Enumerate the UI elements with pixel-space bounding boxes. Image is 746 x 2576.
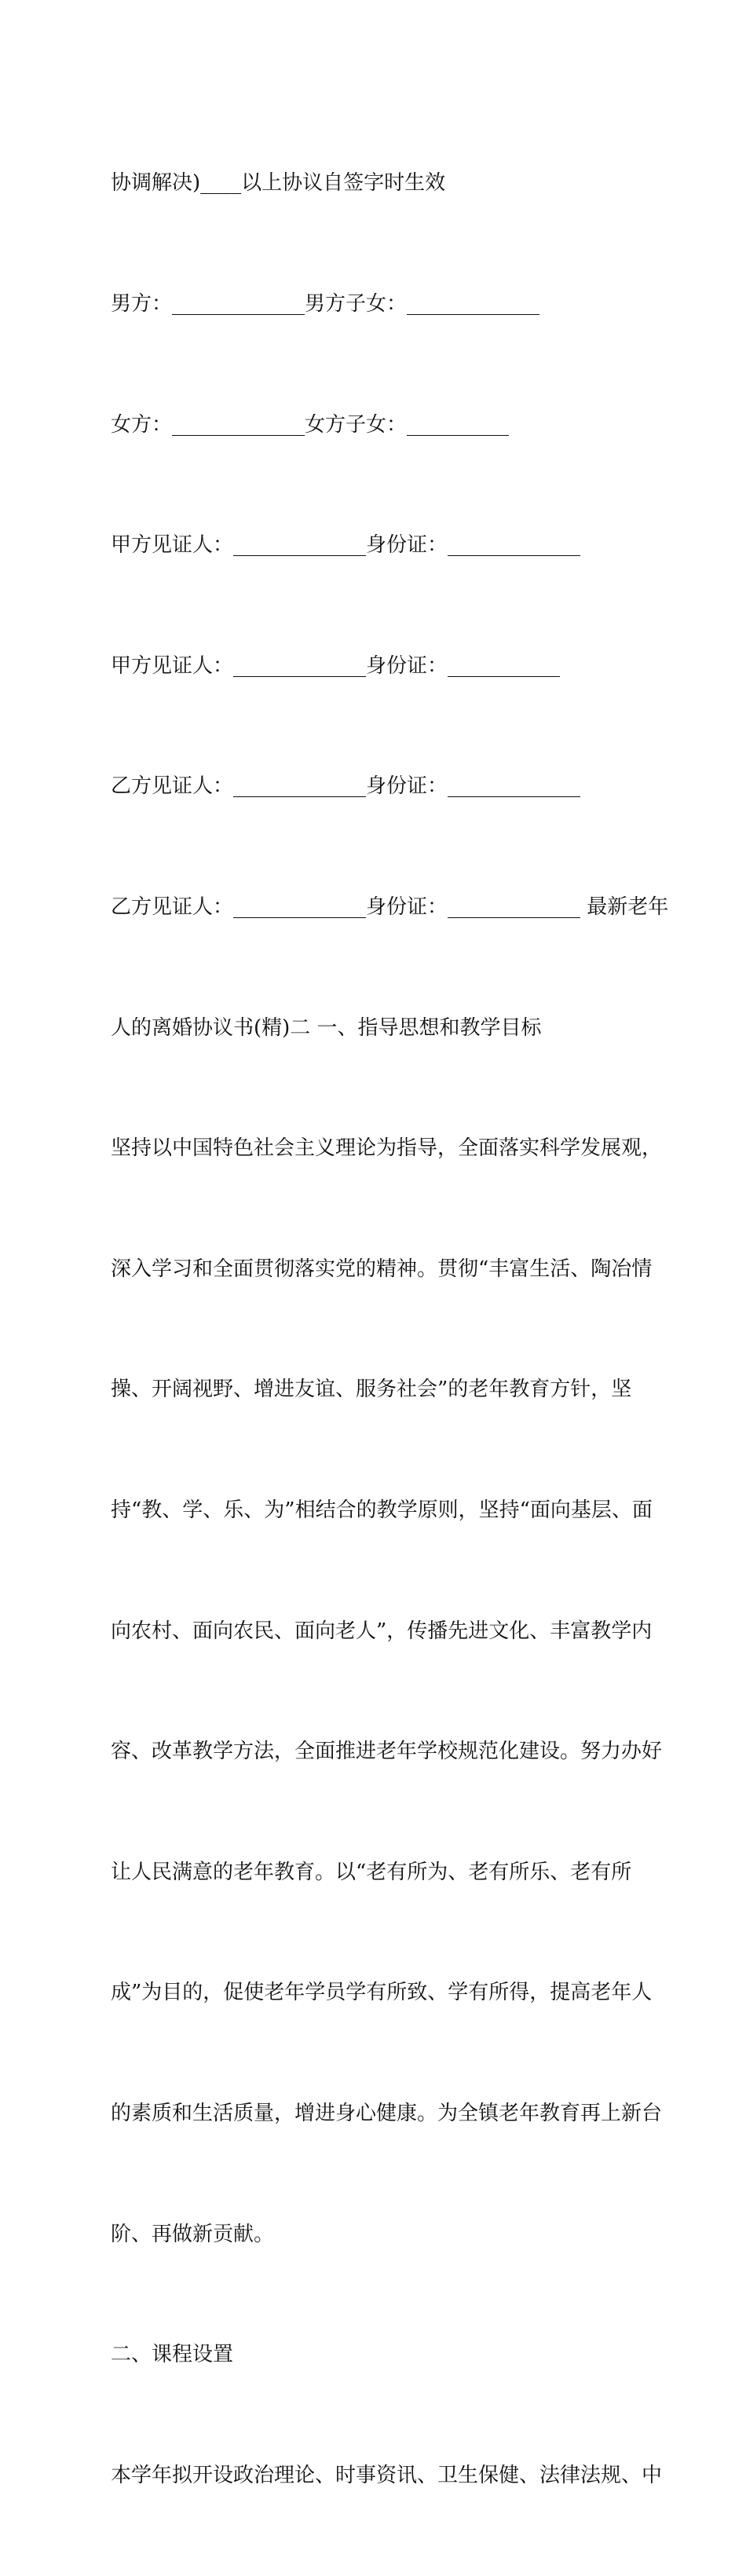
text-line-paragraph: 持“教、学、乐、为”相结合的教学原则，坚持“面向基层、面	[111, 1498, 653, 1522]
text-line-paragraph: 本学年拟开设政治理论、时事资讯、卫生保健、法律法规、中	[111, 2463, 663, 2487]
text-line-paragraph: 深入学习和全面贯彻落实党的精神。贯彻“丰富生活、陶冶情	[111, 1257, 653, 1281]
text-line-wife-signature: 女方：_____________女方子女：__________	[111, 412, 510, 437]
document-body	[111, 83, 669, 2576]
text-line-party-a-witness-2: 甲方见证人：_____________身份证：___________	[111, 653, 561, 678]
text-line-agreement-effective: 协调解决)____以上协议自签字时生效	[111, 171, 446, 196]
text-line-paragraph: 成”为目的，促使老年学员学有所致、学有所得，提高老年人	[111, 1981, 653, 2005]
text-line-section-heading-1: 人的离婚协议书(精)二 一、指导思想和教学目标	[111, 1015, 542, 1040]
text-line-section-heading-2: 二、课程设置	[111, 2343, 234, 2367]
text-line-paragraph: 向农村、面向农民、面向老人”，传播先进文化、丰富教学内	[111, 1619, 653, 1643]
text-line-party-b-witness-1: 乙方见证人：_____________身份证：_____________	[111, 774, 581, 799]
text-line-paragraph: 让人民满意的老年教育。以“老有所为、老有所乐、老有所	[111, 1860, 632, 1884]
text-line-party-a-witness-1: 甲方见证人：_____________身份证：_____________	[111, 533, 581, 558]
text-line-paragraph: 阶、再做新贡献。	[111, 2222, 275, 2246]
text-line-husband-signature: 男方：_____________男方子女：_____________	[111, 292, 540, 316]
text-line-paragraph: 的素质和生活质量，增进身心健康。为全镇老年教育再上新台	[111, 2101, 663, 2125]
text-line-party-b-witness-2: 乙方见证人：_____________身份证：_____________ 最新老年	[111, 895, 669, 919]
text-line-paragraph: 坚持以中国特色社会主义理论为指导，全面落实科学发展观，	[111, 1136, 663, 1161]
text-line-paragraph: 容、改革教学方法，全面推进老年学校规范化建设。努力办好	[111, 1740, 663, 1764]
text-line-paragraph: 操、开阔视野、增进友谊、服务社会”的老年教育方针，坚	[111, 1378, 632, 1402]
